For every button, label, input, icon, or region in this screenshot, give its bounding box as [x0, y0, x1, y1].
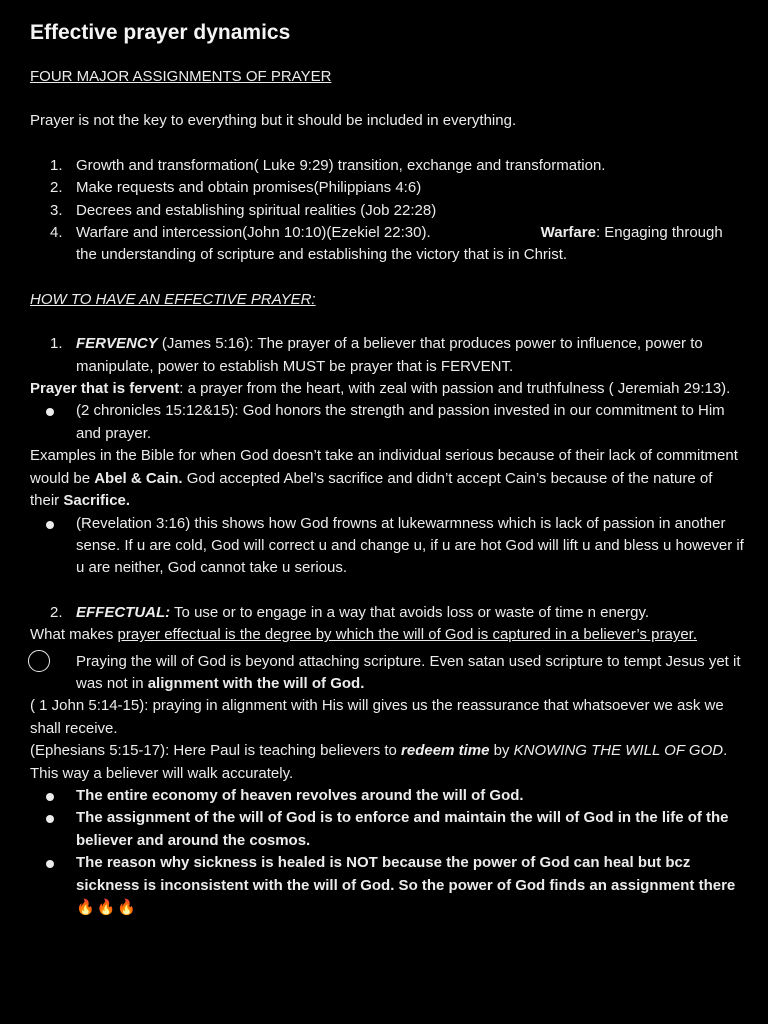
warfare-term: Warfare	[540, 224, 596, 242]
examples-bold: Abel & Cain.	[94, 469, 183, 487]
list-item	[30, 400, 745, 445]
list-item-text: Decrees and establishing spiritual realities (Job 22:28)	[76, 201, 437, 219]
bullet-icon	[46, 793, 54, 801]
list-number: 2.	[50, 179, 63, 197]
circle-item-bold: alignment with the will of God.	[147, 674, 365, 692]
effectual-term: EFFECTUAL:	[76, 603, 171, 621]
ephesians-text: (Ephesians 5:15-17): Here Paul is teaching believers to	[30, 742, 402, 760]
fervent-def-term: Prayer that is fervent	[30, 380, 180, 398]
list-item	[30, 155, 745, 177]
what-makes-text: What makes	[30, 626, 118, 644]
list-item	[30, 852, 745, 919]
fervent-def-text: : a prayer from the heart, with zeal with passion and truthfulness ( Jeremiah 29:13).	[179, 380, 731, 398]
ephesians-bold-italic: redeem time	[401, 742, 490, 760]
what-makes-paragraph	[30, 624, 745, 646]
bullet-icon	[46, 408, 54, 416]
ephesians-paragraph	[30, 740, 745, 785]
examples-text: God accepted Abel’s sacrifice and didn’t accept Cain’s because of the nature of their	[30, 469, 713, 510]
effectual-text: To use or to engage in a way that avoids loss or waste of time n energy.	[170, 603, 650, 621]
section-heading-effective: HOW TO HAVE AN EFFECTIVE PRAYER:	[30, 290, 316, 308]
bullet-text: The reason why sickness is healed is NOT because the power of God can heal but bcz sickness is inconsistent with the will of God. So the power of God finds an assignment there	[76, 854, 736, 894]
page-title: Effective prayer dynamics	[30, 21, 291, 44]
list-item-text: Warfare and intercession(John 10:10)(Ezekiel 22:30).	[76, 224, 431, 242]
bullet-text: (Revelation 3:16) this shows how God frowns at lukewarmness which is lack of passion in another sense. If u are cold, God will correct u and change u, if u are hot God will lift u and bless u however if u are neither, God cannot take u serious.	[76, 514, 744, 577]
effectual-item	[30, 602, 745, 624]
bullet-text: The assignment of the will of God is to enforce and maintain the will of God in the life of the believer and around the cosmos.	[76, 809, 729, 849]
circle-item-text: Praying the will of God is beyond attaching scripture. Even satan used scripture to tempt Jesus yet it was not in	[76, 652, 741, 692]
examples-text: Examples in the Bible for when God doesn’t take an individual serious because of their lack of commitment would be	[30, 447, 738, 487]
list-item	[30, 222, 745, 267]
fire-emoji-icon: 🔥🔥🔥	[76, 899, 139, 916]
ephesians-italic: KNOWING THE WILL OF GOD	[513, 742, 724, 760]
document-body	[30, 18, 745, 919]
list-item	[30, 513, 745, 580]
list-number: 1.	[50, 335, 63, 353]
list-item	[30, 785, 745, 807]
list-item	[30, 651, 745, 696]
list-number: 1.	[50, 156, 63, 174]
fervency-text: (James 5:16): The prayer of a believer that produces power to influence, power to manipulate, power to establish MUST be prayer that is FERVENT.	[76, 335, 703, 375]
section-heading-assignments: FOUR MAJOR ASSIGNMENTS OF PRAYER	[30, 68, 332, 85]
john-paragraph: ( 1 John 5:14-15): praying in alignment with His will gives us the reassurance that whatsoever we ask we shall receive.	[30, 697, 724, 737]
ephesians-text: by	[489, 742, 514, 760]
bullet-icon	[46, 860, 54, 868]
what-makes-underlined: prayer effectual is the degree by which the will of God is captured in a believer’s prayer.	[117, 626, 698, 644]
list-item-text: Growth and transformation( Luke 9:29) transition, exchange and transformation.	[76, 156, 606, 174]
ephesians-text: . This way a believer will walk accurately.	[30, 742, 728, 782]
bullet-text: (2 chronicles 15:12&15): God honors the strength and passion invested in our commitment to Him and prayer.	[76, 402, 725, 442]
fervent-definition	[30, 378, 745, 400]
list-item-text: Make requests and obtain promises(Philippians 4:6)	[76, 179, 422, 197]
list-item	[30, 177, 745, 199]
bullet-icon	[46, 521, 54, 529]
assignments-list	[30, 155, 745, 267]
fervency-item	[30, 333, 745, 378]
examples-paragraph	[30, 445, 745, 512]
examples-bold: Sacrifice.	[63, 492, 131, 510]
warfare-definition: : Engaging through the understanding of scripture and establishing the victory that is in Christ.	[76, 224, 723, 264]
bullet-text: The entire economy of heaven revolves around the will of God.	[76, 786, 524, 804]
bullet-icon	[46, 815, 54, 823]
intro-paragraph: Prayer is not the key to everything but it should be included in everything.	[30, 112, 517, 130]
list-item	[30, 200, 745, 222]
list-number: 2.	[50, 603, 63, 621]
fervency-term: FERVENCY	[76, 335, 158, 353]
list-item	[30, 807, 745, 852]
list-number: 4.	[50, 224, 63, 242]
circle-icon	[28, 650, 50, 672]
list-number: 3.	[50, 201, 63, 219]
